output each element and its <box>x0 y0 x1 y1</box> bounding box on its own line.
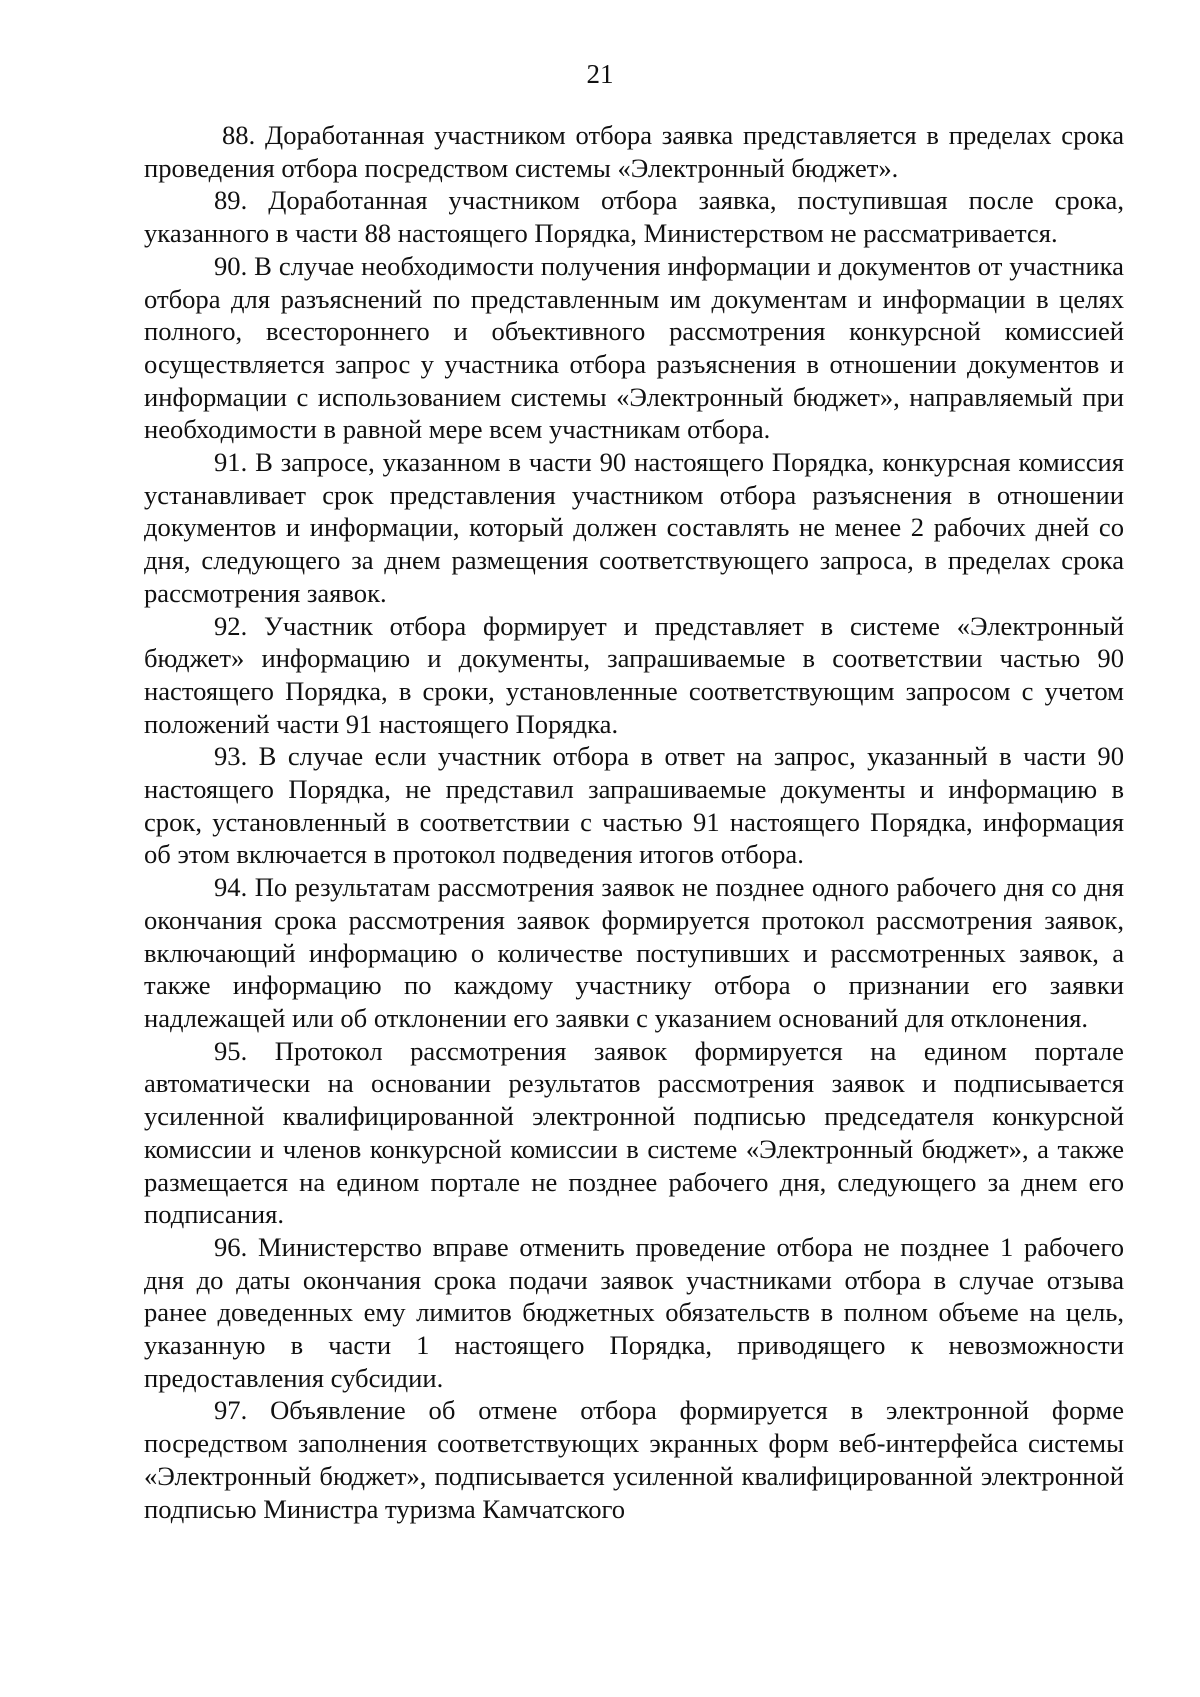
document-body <box>144 119 1124 1525</box>
paragraph-91: 91. В запросе, указанном в части 90 настоящего Порядка, конкурсная комиссия устанавливает срок представления участником отбора разъяснения в отношении документов и информации, который должен составлять не менее 2 рабочих дней со дня, следующего за днем размещения соответствующего запроса, в пределах срока рассмотрения заявок. <box>144 447 1124 608</box>
paragraph-94: 94. По результатам рассмотрения заявок не позднее одного рабочего дня со дня окончания срока рассмотрения заявок формируется протокол рассмотрения заявок, включающий информацию о количестве поступивших и рассмотренных заявок, а также информацию по каждому участнику отбора о признании его заявки надлежащей или об отклонении его заявки с указанием оснований для отклонения. <box>144 872 1124 1033</box>
paragraph-88: 88. Доработанная участником отбора заявка представляется в пределах срока проведения отбора посредством системы «Электронный бюджет». <box>144 120 1124 183</box>
paragraph-93: 93. В случае если участник отбора в ответ на запрос, указанный в части 90 настоящего Порядка, не представил запрашиваемые документы и информацию в срок, установленный в соответствии с частью 91 настоящего Порядка, информация об этом включается в протокол подведения итогов отбора. <box>144 741 1124 870</box>
paragraph-90: 90. В случае необходимости получения информации и документов от участника отбора для разъяснений по представленным им документам и информации в целях полного, всестороннего и объективного рассмотрения конкурсной комиссией осуществляется запрос у участника отбора разъяснения в отношении документов и информации с использованием системы «Электронный бюджет», направляемый при необходимости в равной мере всем участникам отбора. <box>144 250 1124 445</box>
paragraph-92: 92. Участник отбора формирует и представляет в системе «Электронный бюджет» информацию и документы, запрашиваемые в соответствии частью 90 настоящего Порядка, в сроки, установленные соответствующим запросом с учетом положений части 91 настоящего Порядка. <box>144 610 1124 739</box>
paragraph-97: 97. Объявление об отмене отбора формируется в электронной форме посредством заполнения соответствующих экранных форм веб-интерфейса системы «Электронный бюджет», подписывается усиленной квалифицированной электронной подписью Министра туризма Камчатского <box>144 1395 1124 1524</box>
paragraph-95: 95. Протокол рассмотрения заявок формируется на едином портале автоматически на основании результатов рассмотрения заявок и подписывается усиленной квалифицированной электронной подписью председателя конкурсной комиссии и членов конкурсной комиссии в системе «Электронный бюджет», а также размещается на едином портале не позднее рабочего дня, следующего за днем его подписания. <box>144 1035 1124 1230</box>
paragraph-96: 96. Министерство вправе отменить проведение отбора не позднее 1 рабочего дня до даты окончания срока подачи заявок участниками отбора в случае отзыва ранее доведенных ему лимитов бюджетных обязательств в полном объеме на цель, указанную в части 1 настоящего Порядка, приводящего к невозможности предоставления субсидии. <box>144 1231 1124 1393</box>
paragraph-89: 89. Доработанная участником отбора заявка, поступившая после срока, указанного в части 88 настоящего Порядка, Министерством не рассматривается. <box>144 185 1124 249</box>
page-number: 21 <box>586 59 614 89</box>
